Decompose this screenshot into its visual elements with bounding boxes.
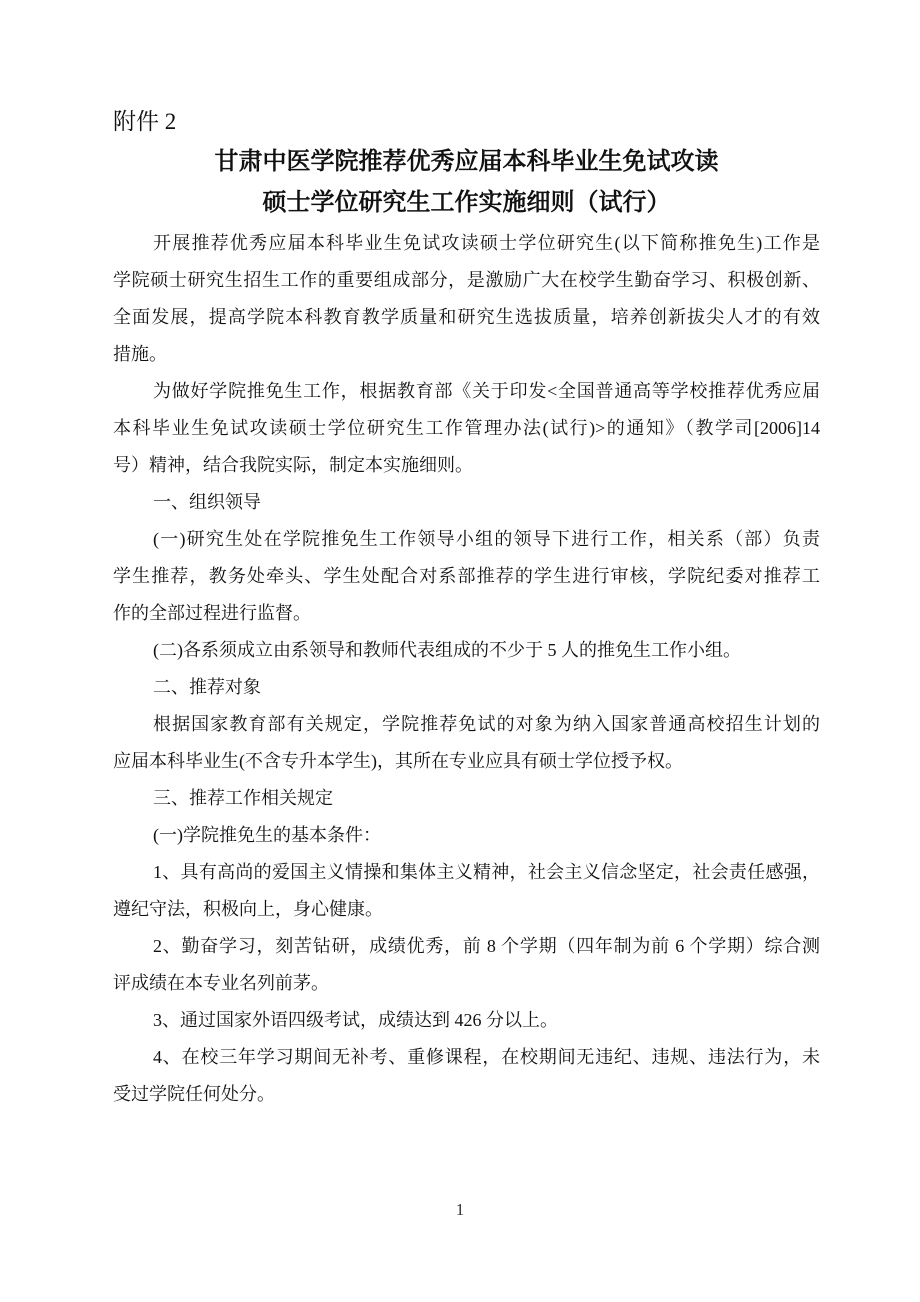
text-line: 开展推荐优秀应届本科毕业生免试攻读硕士学位研究生(以下简称推免生)工作是 xyxy=(153,233,820,253)
text-line: (二)各系须成立由系领导和教师代表组成的不少于 5 人的推免生工作小组。 xyxy=(153,640,741,660)
page-number: 1 xyxy=(455,1200,465,1219)
text-line: 受过学院任何处分。 xyxy=(113,1084,275,1104)
document-title-line1: 甘肃中医学院推荐优秀应届本科毕业生免试攻读 xyxy=(214,149,719,175)
text-line: 4、在校三年学习期间无补考、重修课程，在校期间无违纪、违规、违法行为，未 xyxy=(153,1047,820,1067)
text-line: (一)研究生处在学院推免生工作领导小组的领导下进行工作，相关系（部）负责 xyxy=(153,529,820,549)
text-line: 遵纪守法，积极向上，身心健康。 xyxy=(113,899,383,919)
attachment-label: 附件 2 xyxy=(113,109,177,134)
text-line: 措施。 xyxy=(113,344,167,364)
section-heading: 三、推荐工作相关规定 xyxy=(153,788,333,808)
text-line: 学生推荐，教务处牵头、学生处配合对系部推荐的学生进行审核，学院纪委对推荐工 xyxy=(113,566,820,586)
text-line: 全面发展，提高学院本科教育教学质量和研究生选拔质量，培养创新拔尖人才的有效 xyxy=(113,307,820,327)
text-line: 根据国家教育部有关规定，学院推荐免试的对象为纳入国家普通高校招生计划的 xyxy=(153,714,820,734)
text-line: 评成绩在本专业名列前茅。 xyxy=(113,973,329,993)
text-line: 作的全部过程进行监督。 xyxy=(113,603,311,623)
text-line: 本科毕业生免试攻读硕士学位研究生工作管理办法(试行)>的通知》（教学司[2006]14 xyxy=(113,418,820,438)
text-line: 2、勤奋学习，刻苦钻研，成绩优秀，前 8 个学期（四年制为前 6 个学期）综合测 xyxy=(153,936,820,956)
text-line: (一)学院推免生的基本条件： xyxy=(153,825,381,845)
text-line: 3、通过国家外语四级考试，成绩达到 426 分以上。 xyxy=(153,1010,558,1030)
text-line: 应届本科毕业生(不含专升本学生)，其所在专业应具有硕士学位授予权。 xyxy=(113,751,683,771)
section-heading: 一、组织领导 xyxy=(153,492,261,512)
document-title-line2: 硕士学位研究生工作实施细则（试行） xyxy=(262,190,671,216)
text-line: 1、具有高尚的爱国主义情操和集体主义精神，社会主义信念坚定，社会责任感强， xyxy=(153,862,820,882)
section-heading: 二、推荐对象 xyxy=(153,677,261,697)
text-line: 学院硕士研究生招生工作的重要组成部分，是激励广大在校学生勤奋学习、积极创新、 xyxy=(113,270,820,290)
text-line: 号）精神，结合我院实际，制定本实施细则。 xyxy=(113,455,473,475)
document-body xyxy=(113,225,820,1113)
document-title xyxy=(113,142,820,224)
text-line: 为做好学院推免生工作，根据教育部《关于印发<全国普通高等学校推荐优秀应届 xyxy=(153,381,820,401)
